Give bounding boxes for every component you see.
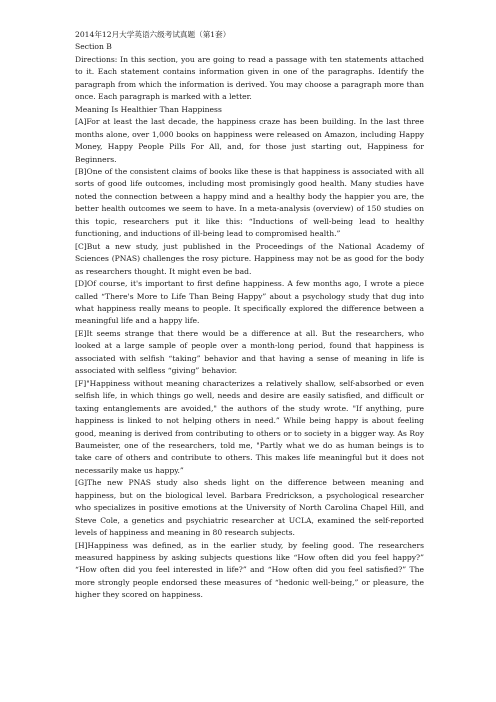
document-body: [75, 29, 424, 602]
paragraph-g: [G]The new PNAS study also sheds light on the difference between meaning and happiness, but on the biological level. Barbara Fredrickson, a psychological researcher who specializes in positive emotions at the University of North Carolina Chapel Hill, and Steve Cole, a genetics and psychiatric researcher at UCLA, examined the self-reported levels of happiness and meaning in 80 research subjects.: [75, 478, 424, 538]
paragraph-a: [A]For at least the last decade, the happiness craze has been building. In the last three months alone, over 1,000 books on happiness were released on Amazon, including Happy Money, Happy People Pills For All, and, for those just starting out, Happiness for Beginners.: [75, 117, 424, 164]
paragraph-f: [F]"Happiness without meaning characterizes a relatively shallow, self-absorbed or even selfish life, in which things go well, needs and desire are easily satisfied, and difficult or taxing entanglements are avoided," the authors of the study wrote. "If anything, pure happiness is linked to not helping others in need.” While being happy is about feeling good, meaning is derived from contributing to others or to society in a bigger way. As Roy Baumeister, one of the researchers, told me, "Partly what we do as human beings is to take care of others and contribute to others. This makes life meaningful but it does not necessarily make us happy.”: [75, 378, 424, 475]
paragraph-c: [C]But a new study, just published in the Proceedings of the National Academy of Sciences (PNAS) challenges the rosy picture. Happiness may not be as good for the body as researchers thought. It might even be bad.: [75, 241, 424, 276]
directions-text: Directions: In this section, you are going to read a passage with ten statements attached to it. Each statement contains information given in one of the paragraphs. Identify the paragraph from which the information is derived. You may choose a paragraph more than once. Each paragraph is marked with a letter.: [75, 54, 424, 102]
passage-title: Meaning Is Healthier Than Happiness: [75, 104, 222, 114]
document-title: 2014年12月大学英语六级考试真题（第1套）: [75, 30, 231, 39]
paragraph-d: [D]Of course, it's important to first define happiness. A few months ago, I wrote a piece called “There's More to Life Than Being Happy” about a psychology study that dug into what happiness really means to people. It specifically explored the difference between a meaningful life and a happy life.: [75, 279, 424, 326]
paragraph-b: [B]One of the consistent claims of books like these is that happiness is associated with all sorts of good life outcomes, including most promisingly good health. Many studies have noted the connection between a happy mind and a healthy body the happier you are, the better health outcomes we seem to have. In a meta-analysis (overview) of 150 studies on this topic, researchers put it like this: “Inductions of well-being lead to healthy functioning, and inductions of ill-being lead to compromised health.”: [75, 166, 424, 239]
section-heading: Section B: [75, 42, 112, 52]
paragraph-h: [H]Happiness was defined, as in the earlier study, by feeling good. The researchers measured happiness by asking subjects questions like “How often did you feel happy?” “How often did you feel interested in life?” and “How often did you feel satisfied?” The more strongly people endorsed these measures of “hedonic well-being,” or pleasure, the higher they scored on happiness.: [75, 540, 424, 600]
paragraph-e: [E]It seems strange that there would be a difference at all. But the researchers, who looked at a large sample of people over a month-long period, found that happiness is associated with selfish “taking” behavior and that having a sense of meaning in life is associated with selfless “giving” behavior.: [75, 328, 424, 376]
